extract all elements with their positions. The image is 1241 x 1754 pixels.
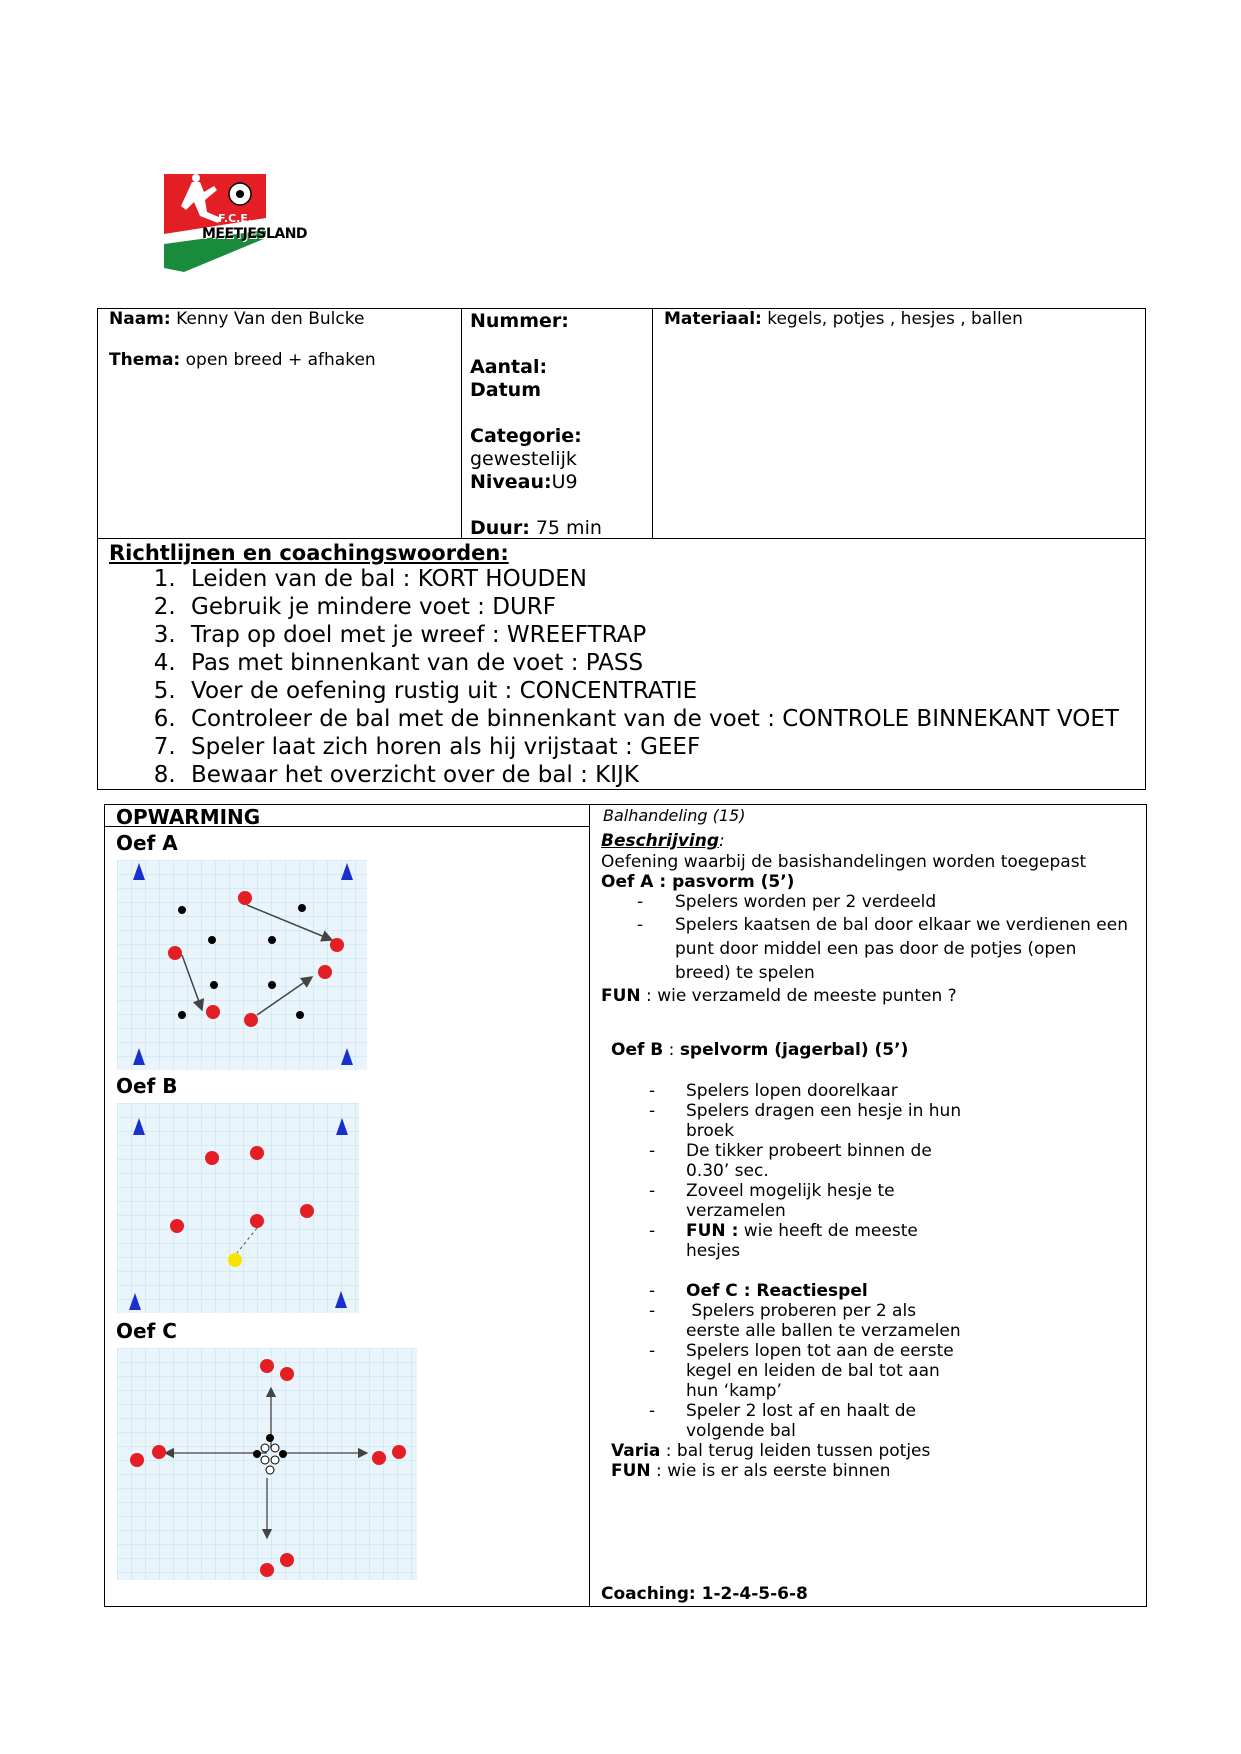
dash: - [649,1221,656,1241]
richtlijn-item: 3. Trap op doel met je wreef : WREEFTRAP [183,621,1119,649]
oef-c-bullet-3-line1: Speler 2 lost af en haalt de [686,1401,916,1421]
club-logo [162,172,312,272]
duur-value: 75 min [535,517,602,539]
oef-a-bullet-1: Spelers worden per 2 verdeeld [675,892,937,912]
naam-label: Naam: [109,309,171,329]
naam-value: Kenny Van den Bulcke [176,309,365,329]
beschrijving-text: Oefening waarbij de basishandelingen worden toegepast [601,852,1087,872]
duur-label: Duur: [470,517,530,539]
warmup-table [104,804,1147,1607]
thema-value: open breed + afhaken [185,350,376,370]
thema-line [109,350,376,370]
niveau-label: Niveau: [470,471,552,493]
oef-c-title: Oef C : Reactiespel [686,1281,868,1301]
fun-2-label: FUN [611,1461,651,1481]
balhandeling-label: Balhandeling (15) [603,806,746,825]
dash: - [637,915,644,935]
oef-b-title-label: Oef B [611,1040,664,1060]
oef-c-bullet-3-line2: volgende bal [686,1421,796,1441]
oef-a-diagram [117,860,367,1070]
richtlijn-item: 8. Bewaar het overzicht over de bal : KIJK [183,761,1119,789]
richtlijn-item: 1. Leiden van de bal : KORT HOUDEN [183,565,1119,593]
richtlijn-item: 7. Speler laat zich horen als hij vrijstaat : GEEF [183,733,1119,761]
logo-line1: F.C.E. [218,212,253,225]
materiaal-value: kegels, potjes , hesjes , ballen [767,309,1023,329]
header-table [97,308,1146,539]
richtlijnen-title: Richtlijnen en coachingswoorden: [109,541,509,565]
oef-b-title-bold: spelvorm (jagerbal) (5’) [679,1040,909,1060]
beschrijving-label: Beschrijving [601,831,720,851]
oef-b-bullet-5-line1 [686,1221,918,1241]
richtlijnen-list [98,565,1119,789]
oef-b-bullet-2-line2: broek [686,1121,735,1141]
oef-b-bullet-4-line2: verzamelen [686,1201,786,1221]
dash: - [649,1281,656,1301]
warmup-title: OPWARMING [116,805,261,829]
oef-b-title-line [611,1040,908,1060]
oef-a-bullet-2-line2: punt door middel een pas door de potjes (open [675,939,1077,959]
header-cell-name [98,309,462,538]
oef-b-label: Oef B [116,1074,178,1098]
oef-c-bullet-1-line1: Spelers proberen per 2 als [686,1301,917,1321]
richtlijn-item: 4. Pas met binnenkant van de voet : PASS [183,649,1119,677]
dash: - [649,1181,656,1201]
oef-a-title: Oef A : pasvorm (5’) [601,872,795,892]
richtlijn-item: 6. Controleer de bal met de binnenkant van de voet : CONTROLE BINNEKANT VOET [183,705,1119,733]
oef-a-bullet-2-line3: breed) te spelen [675,963,815,983]
thema-label: Thema: [109,350,181,370]
niveau-line [470,471,578,493]
duur-line [470,517,602,539]
oef-a-label: Oef A [116,831,178,855]
dash: - [649,1081,656,1101]
oef-b-bullet-3-line2: 0.30’ sec. [686,1161,769,1181]
varia-label: Varia [611,1441,661,1461]
richtlijn-item: 5. Voer de oefening rustig uit : CONCENTRATIE [183,677,1119,705]
oef-b-bullet-3-line1: De tikker probeert binnen de [686,1141,932,1161]
dash: - [649,1101,656,1121]
oef-a-fun-label: FUN [601,986,641,1006]
logo-line2: MEETJESLAND [202,226,308,242]
dash: - [649,1141,656,1161]
categorie-label: Categorie: [470,425,582,447]
header-cell-info [462,309,653,538]
beschrijving-colon: : [719,831,725,851]
nummer-label: Nummer: [470,310,569,332]
oef-b-bullet-5-line2: hesjes [686,1241,741,1261]
oef-c-label: Oef C [116,1319,177,1343]
beschrijving-line [601,831,725,851]
dash: - [649,1341,656,1361]
oef-c-bullet-2-line3: hun ‘kamp’ [686,1381,782,1401]
dash: - [637,892,644,912]
aantal-label: Aantal: [470,356,548,378]
oef-a-fun-line [601,986,957,1006]
richtlijnen-section [97,539,1146,790]
oef-c-bullet-2-line2: kegel en leiden de bal tot aan [686,1361,940,1381]
header-cell-materiaal [653,309,1145,538]
naam-line [109,309,364,329]
oef-b-title-sep: : [663,1040,680,1060]
fun-2-line [611,1461,891,1481]
varia-line [611,1441,930,1461]
categorie-value: gewestelijk [470,448,577,470]
datum-label: Datum [470,379,541,401]
oef-b-diagram [117,1103,359,1313]
varia-text: : bal terug leiden tussen potjes [660,1441,931,1461]
oef-b-bullet-4-line1: Zoveel mogelijk hesje te [686,1181,895,1201]
materiaal-line [664,309,1023,329]
oef-b-bullet-1: Spelers lopen doorelkaar [686,1081,898,1101]
oef-c-bullet-2-line1: Spelers lopen tot aan de eerste [686,1341,954,1361]
richtlijn-item: 2. Gebruik je mindere voet : DURF [183,593,1119,621]
materiaal-label: Materiaal: [664,309,762,329]
oef-a-fun-text: : wie verzameld de meeste punten ? [640,986,957,1006]
oef-b-bullet-2-line1: Spelers dragen een hesje in hun [686,1101,962,1121]
oef-c-diagram [117,1348,417,1580]
oef-b-fun-label: FUN : [686,1221,739,1241]
oef-a-bullet-2-line1: Spelers kaatsen de bal door elkaar we verdienen een [675,915,1128,935]
dash: - [649,1301,656,1321]
coaching-line: Coaching: 1-2-4-5-6-8 [601,1584,808,1604]
oef-b-fun-text: wie heeft de meeste [738,1221,918,1241]
column-divider [589,805,590,1606]
dash: - [649,1401,656,1421]
oef-c-bullet-1-line2: eerste alle ballen te verzamelen [686,1321,961,1341]
fun-2-text: : wie is er als eerste binnen [650,1461,891,1481]
niveau-value: U9 [551,471,578,493]
